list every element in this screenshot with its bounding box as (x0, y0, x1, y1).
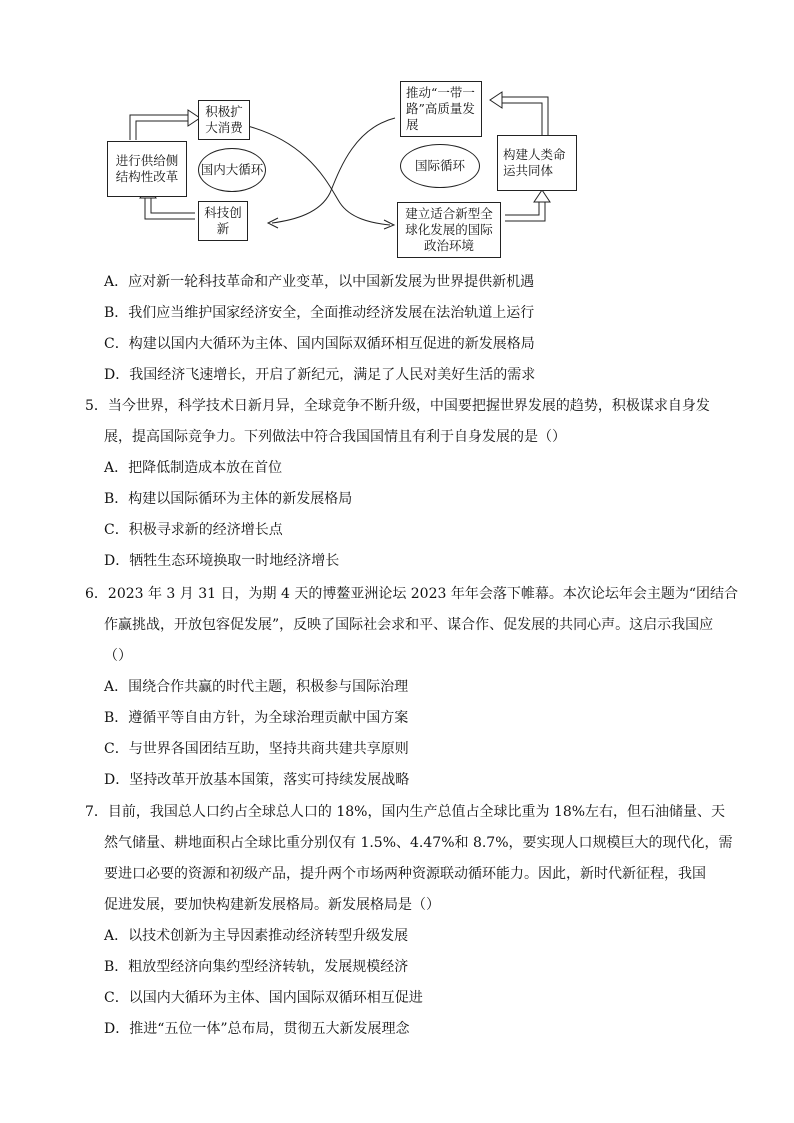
circulation-diagram (100, 78, 580, 263)
q6-option-c: C．与世界各国团结互助，坚持共商共建共享原则 (104, 741, 409, 757)
q5-option-c: C．积极寻求新的经济增长点 (104, 522, 283, 538)
q7-option-d: D．推进“五位一体”总布局，贯彻五大新发展理念 (104, 1021, 410, 1037)
expand-consumption-box (198, 100, 250, 140)
q6-option-b: B．遵循平等自由方针，为全球治理贡献中国方案 (104, 710, 409, 726)
supply-reform-box (107, 141, 187, 197)
q5-option-b: B．构建以国际循环为主体的新发展格局 (104, 491, 353, 507)
domestic-cycle-label: 国内大循环 (200, 162, 264, 177)
q5-stem-line-1: 5．当今世界，科学技术日新月异，全球竞争不断升级，中国要把握世界发展的趋势，积极谋求自身发 (85, 398, 710, 414)
tech-innovation-label: 科技创新 (204, 205, 242, 236)
q4-option-a: A．应对新一轮科技革命和产业变革，以中国新发展为世界提供新机遇 (104, 274, 535, 290)
domestic-cycle-oval (198, 148, 266, 192)
q7-stem-line-1: 7．目前，我国总人口约占全球总人口的 18%，国内生产总值占全球比重为 18%左右，但石油储量、天 (85, 804, 726, 820)
intl-environment-label: 建立适合新型全球化发展的国际政治环境 (405, 206, 493, 253)
tech-innovation-box (198, 201, 248, 241)
community-box (497, 135, 577, 191)
q6-option-a: A．围绕合作共赢的时代主题，积极参与国际治理 (104, 679, 409, 695)
q6-option-d: D．坚持改革开放基本国策，落实可持续发展战略 (104, 772, 410, 788)
international-cycle-oval (400, 144, 480, 188)
belt-road-box (400, 81, 482, 137)
q5-option-a: A．把降低制造成本放在首位 (104, 460, 283, 476)
q4-option-d: D．我国经济飞速增长，开启了新纪元，满足了人民对美好生活的需求 (104, 367, 536, 383)
q5-stem-line-2: 展，提高国际竞争力。下列做法中符合我国国情且有利于自身发展的是（） (104, 429, 566, 445)
q4-option-b: B．我们应当维护国家经济安全，全面推动经济发展在法治轨道上运行 (104, 305, 535, 321)
belt-road-label: 推动“一带一路”高质量发展 (406, 85, 475, 132)
supply-reform-label: 进行供给侧结构性改革 (115, 153, 179, 184)
q7-option-a: A．以技术创新为主导因素推动经济转型升级发展 (104, 928, 409, 944)
q6-stem-line-3: （） (104, 648, 132, 664)
expand-consumption-label: 积极扩大消费 (205, 104, 243, 135)
community-label: 构建人类命运共同体 (503, 147, 566, 178)
q6-stem-line-1: 6．2023 年 3 月 31 日，为期 4 天的博鳌亚洲论坛 2023 年年会落下帷幕。本次论坛年会主题为“团结合 (85, 586, 739, 602)
intl-environment-box (397, 202, 501, 258)
q6-stem-line-2: 作赢挑战，开放包容促发展”，反映了国际社会求和平、谋合作、促发展的共同心声。这启示我国应 (104, 617, 714, 633)
q7-option-c: C．以国内大循环为主体、国内国际双循环相互促进 (104, 990, 423, 1006)
q7-option-b: B．粗放型经济向集约型经济转轨，发展规模经济 (104, 959, 409, 975)
q5-option-d: D．牺牲生态环境换取一时地经济增长 (104, 553, 340, 569)
international-cycle-label: 国际循环 (414, 158, 465, 173)
q4-option-c: C．构建以国内大循环为主体、国内国际双循环相互促进的新发展格局 (104, 336, 535, 352)
q7-stem-line-3: 要进口必要的资源和初级产品，提升两个市场两种资源联动循环能力。因此，新时代新征程，我国 (104, 866, 706, 882)
q7-stem-line-2: 然气储量、耕地面积占全球比重分别仅有 1.5%、4.47%和 8.7%，要实现人口规模巨大的现代化，需 (104, 835, 733, 851)
q7-stem-line-4: 促进发展，要加快构建新发展格局。新发展格局是（） (104, 897, 440, 913)
